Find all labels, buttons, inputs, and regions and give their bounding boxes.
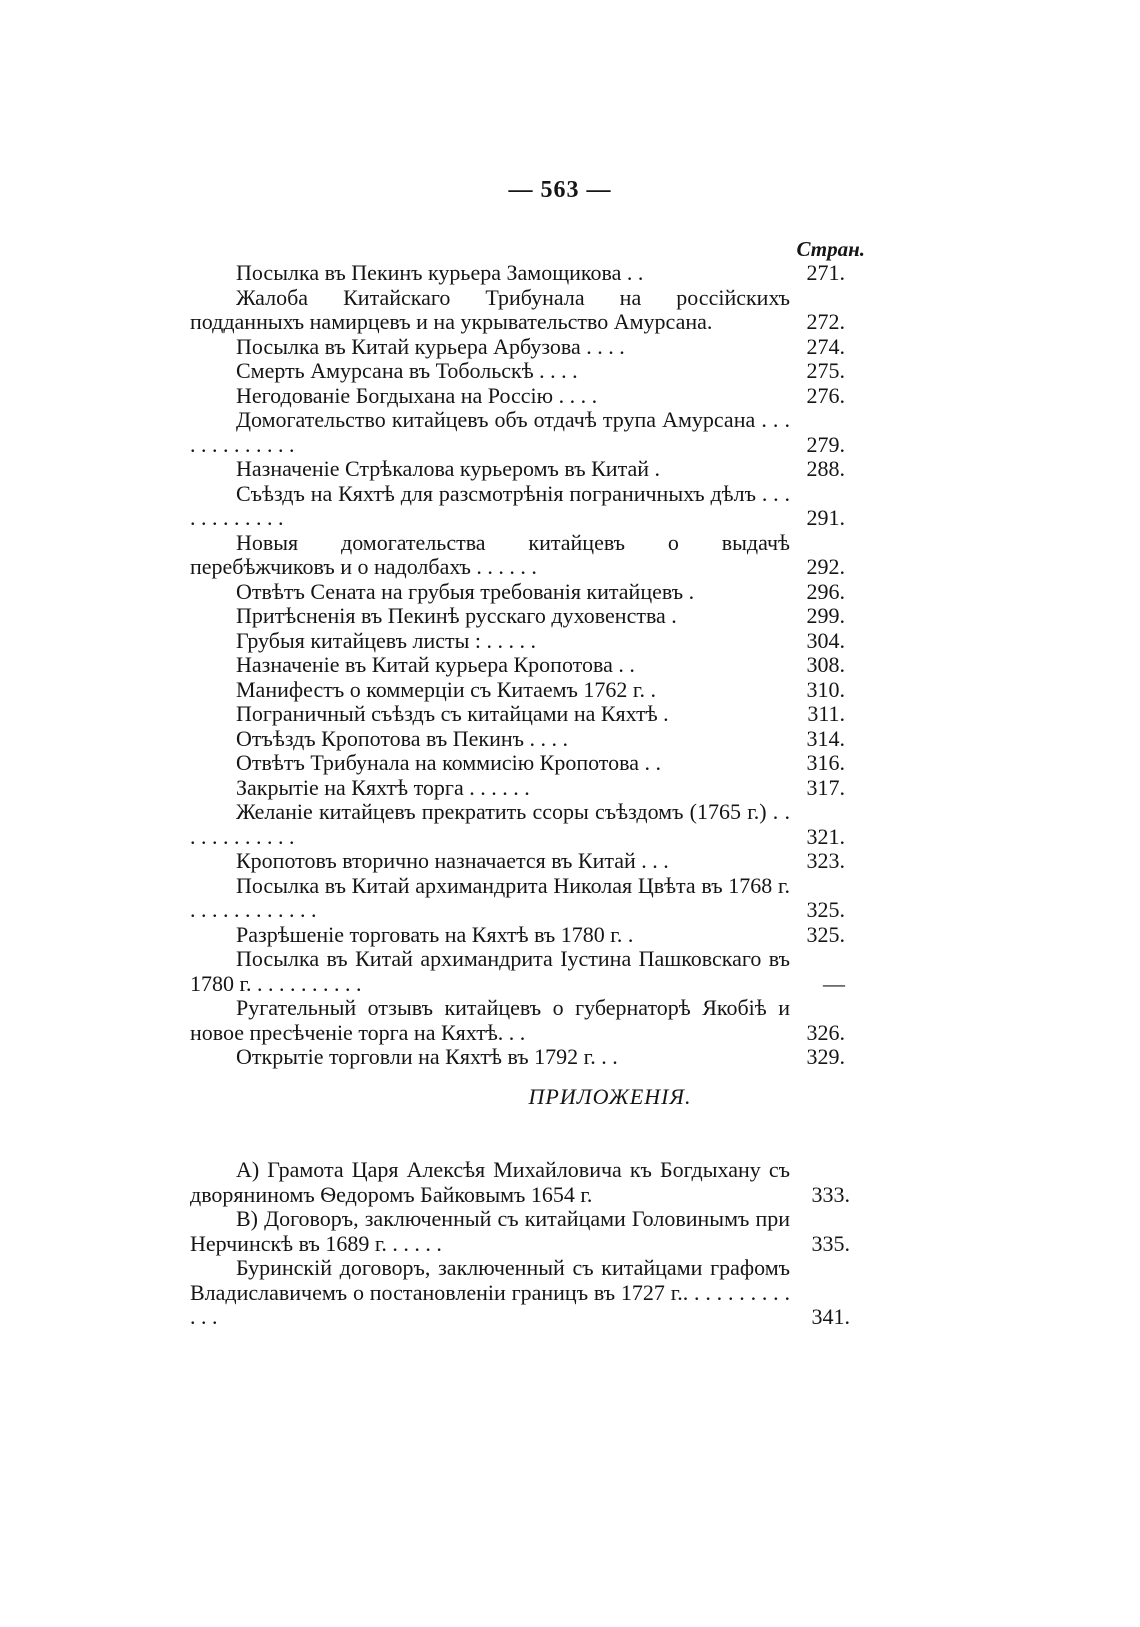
toc-entry-page: 311. [807,701,845,726]
toc-entry [190,407,845,457]
toc-entry-page: 292. [806,554,845,579]
toc-entry-title: Открытіе торговли на Кяхтѣ въ 1792 г. . . [236,1044,618,1069]
toc-entry [190,284,845,335]
appendix-entry-title: А) Грамота Царя Алексѣя Михайловича къ Богдыхану съ дворяниномъ Ѳедоромъ Байковымъ 1654 г. [190,1157,790,1207]
toc-entry-title: Назначеніе Стрѣкалова курьеромъ въ Китай . [236,456,660,481]
toc-entry-title: Отъѣздъ Кропотова въ Пекинъ . . . . [236,725,569,751]
toc-entry-title: Смерть Амурсана въ Тобольскѣ . . . . [236,358,578,383]
toc-entry-title: Закрытіе на Кяхтѣ торга . . . . . . [236,774,530,800]
table-of-contents [190,260,845,1070]
toc-entry [190,774,845,801]
toc-entry-page: 316. [806,750,845,775]
toc-entry [190,750,845,776]
toc-entry-page: 304. [806,627,845,653]
toc-entry [190,799,845,849]
toc-entry-page: — [823,970,845,996]
toc-entry [190,921,845,948]
toc-entry-page: 317. [806,774,845,800]
toc-entry [190,603,845,629]
toc-entry-title: Негодованіе Богдыхана на Россію . . . . [236,382,598,408]
toc-entry-title: Посылка въ Китай курьера Арбузова . . . . [236,333,625,359]
toc-entry-title: Отвѣтъ Трибунала на коммисію Кропотова . . [236,750,661,775]
toc-entry [190,995,845,1045]
toc-entry-title: Отвѣтъ Сената на грубыя требованія китайцевъ . [236,578,695,604]
toc-entry [190,652,845,678]
page-number: — 563 — [508,177,612,203]
toc-entry-page: 326. [806,1019,845,1045]
toc-entry-page: 291. [806,505,845,530]
appendix-entry [190,1255,850,1330]
toc-entry-title: Посылка въ Китай архимандрита Іустина Пашковскаго въ 1780 г. . . . . . . . . . . [190,946,790,996]
toc-entry-title: Кропотовъ вторично назначается въ Китай . . . [236,848,669,873]
toc-entry-page: 272. [806,309,845,334]
toc-entry [190,578,845,605]
toc-entry-title: Притѣсненія въ Пекинѣ русскаго духовенства . [236,603,677,628]
toc-entry [190,529,845,580]
toc-entry-page: 325. [806,921,845,947]
toc-entry [190,456,845,482]
appendix-entry-page: 335. [811,1230,850,1256]
toc-entry [190,480,845,531]
toc-entry-page: 299. [806,603,845,628]
toc-entry-title: Съѣздъ на Кяхтѣ для разсмотрѣнія пограничныхъ дѣлъ . . . . . . . . . . . . [190,480,790,530]
toc-entry-title: Жалоба Китайскаго Трибунала на россійскихъ подданныхъ намирцевъ и на укрывательство Амурсана. [190,284,790,334]
appendix-entry [190,1206,850,1256]
toc-entry [190,333,845,360]
appendix-entry-page: 333. [811,1181,850,1207]
toc-entry-title: Разрѣшеніе торговать на Кяхтѣ въ 1780 г. . [236,921,634,947]
toc-entry [190,701,845,727]
toc-entry [190,358,845,384]
toc-entry [190,946,845,996]
toc-entry [190,260,845,286]
toc-entry-title: Ругательный отзывъ китайцевъ о губернаторѣ Якобіѣ и новое пресѣченіе торга на Кяхтѣ. . . [190,995,790,1045]
toc-entry-title: Посылка въ Китай архимандрита Николая Цвѣта въ 1768 г. . . . . . . . . . . . . [190,872,790,922]
toc-entry-title: Пограничный съѣздъ съ китайцами на Кяхтѣ . [236,701,669,726]
toc-entry-page: 271. [806,260,845,285]
toc-entry-title: Домогательство китайцевъ объ отдачѣ трупа Амурсана . . . . . . . . . . . . . [190,407,790,457]
toc-entry [190,872,845,923]
appendix-table-of-contents [190,1157,850,1330]
toc-entry-page: 329. [806,1044,845,1069]
toc-entry-page: 310. [806,676,845,702]
toc-entry [190,1044,845,1070]
toc-entry-title: Посылка въ Пекинъ курьера Замощикова . . [236,260,644,285]
toc-entry-page: 274. [806,333,845,359]
appendix-heading: ПРИЛОЖЕНІЯ. [528,1084,692,1109]
appendix-entry [190,1157,850,1207]
toc-entry [190,848,845,874]
page-column-header: Стран. [796,237,865,261]
toc-entry-title: Грубыя китайцевъ листы : . . . . . [236,627,537,653]
appendix-entry-page: 341. [811,1304,850,1329]
appendix-entry-title: В) Договоръ, заключенный съ китайцами Головинымъ при Нерчинскѣ въ 1689 г. . . . . . [190,1206,790,1256]
toc-entry-page: 308. [806,652,845,677]
toc-entry-title: Желаніе китайцевъ прекратить ссоры съѣздомъ (1765 г.) . . . . . . . . . . . . [190,799,790,849]
toc-entry-page: 288. [806,456,845,481]
toc-entry-page: 276. [806,382,845,408]
toc-entry-title: Новыя домогательства китайцевъ о выдачѣ перебѣжчиковъ и о надолбахъ . . . . . . [190,529,790,579]
toc-entry-page: 279. [806,431,845,457]
toc-entry-page: 275. [806,358,845,383]
toc-entry-title: Манифестъ о коммерціи съ Китаемъ 1762 г. . [236,676,656,702]
appendix-entry-title: Буринскій договоръ, заключенный съ китайцами графомъ Владиславичемъ о постановленіи границъ въ 1727 г.. . . . . . . . . . . . . [190,1255,790,1329]
toc-entry-page: 323. [806,848,845,873]
toc-entry-page: 296. [806,578,845,604]
toc-entry [190,627,845,654]
toc-entry [190,725,845,752]
toc-entry [190,382,845,409]
toc-entry-page: 314. [806,725,845,751]
toc-entry-page: 325. [806,897,845,922]
toc-entry-title: Назначеніе въ Китай курьера Кропотова . . [236,652,635,677]
toc-entry-page: 321. [806,823,845,849]
toc-entry [190,676,845,703]
